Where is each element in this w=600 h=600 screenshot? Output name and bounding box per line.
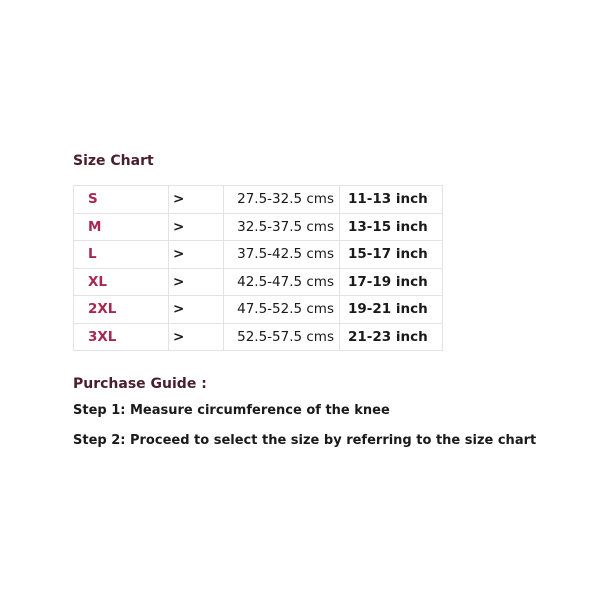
arrow-icon: >: [169, 213, 224, 241]
arrow-icon: >: [169, 241, 224, 269]
arrow-icon: >: [169, 323, 224, 351]
size-chart-table: [73, 185, 443, 351]
table-row: [74, 296, 443, 324]
arrow-icon: >: [169, 296, 224, 324]
cms-range: 47.5-52.5 cms: [224, 296, 340, 324]
purchase-guide-step-2: Step 2: Proceed to select the size by referring to the size chart: [73, 433, 537, 448]
size-label: XL: [74, 268, 169, 296]
inch-range: 13-15 inch: [340, 213, 443, 241]
purchase-guide-step-1: Step 1: Measure circumference of the knee: [73, 403, 390, 418]
purchase-guide-heading: Purchase Guide :: [73, 376, 207, 392]
size-label: 3XL: [74, 323, 169, 351]
table-row: [74, 213, 443, 241]
size-label: 2XL: [74, 296, 169, 324]
cms-range: 27.5-32.5 cms: [224, 186, 340, 214]
table-row: [74, 268, 443, 296]
cms-range: 52.5-57.5 cms: [224, 323, 340, 351]
arrow-icon: >: [169, 186, 224, 214]
cms-range: 32.5-37.5 cms: [224, 213, 340, 241]
cms-range: 42.5-47.5 cms: [224, 268, 340, 296]
table-row: [74, 241, 443, 269]
cms-range: 37.5-42.5 cms: [224, 241, 340, 269]
arrow-icon: >: [169, 268, 224, 296]
inch-range: 21-23 inch: [340, 323, 443, 351]
size-label: S: [74, 186, 169, 214]
inch-range: 11-13 inch: [340, 186, 443, 214]
size-chart-title: Size Chart: [73, 153, 154, 169]
inch-range: 19-21 inch: [340, 296, 443, 324]
table-row: [74, 323, 443, 351]
size-label: M: [74, 213, 169, 241]
size-label: L: [74, 241, 169, 269]
inch-range: 17-19 inch: [340, 268, 443, 296]
table-row: [74, 186, 443, 214]
inch-range: 15-17 inch: [340, 241, 443, 269]
